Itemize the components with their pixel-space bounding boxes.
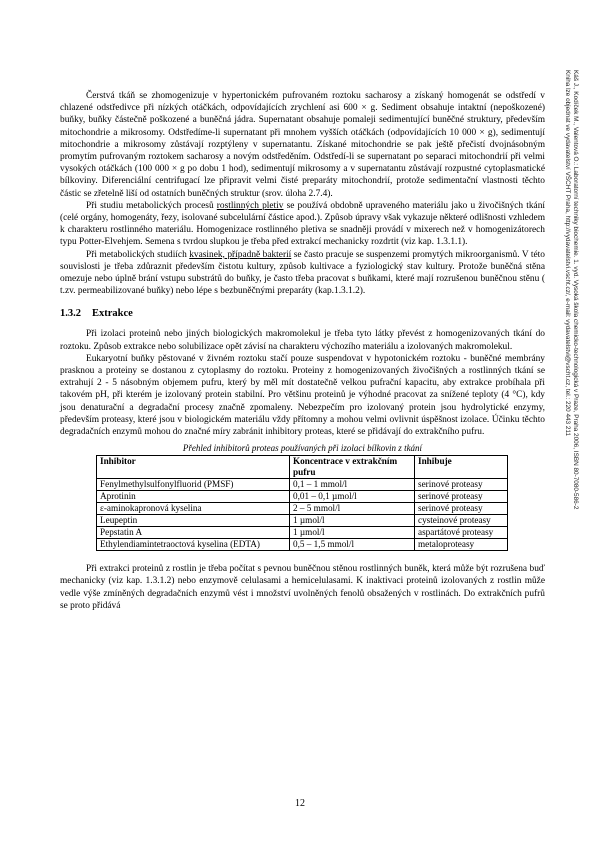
page-number: 12 — [295, 798, 305, 809]
paragraph-homogenization: Čerstvá tkáň se zhomogenizuje v hypertonickém pufrovaném roztoku sacharosy a získaný homogenát se odstředí v chlazené odstředivce při nízkých otáčkách, odpovídajících zrychlení asi 600 × g. Sediment obsahuje intaktní (nepoškozené) buňky, buňky částečně poškozené a buněčná jádra. Supernatant obsahuje pomaleji sedimentující buněčné struktury, především mitochondrie a mikrosomy. Odstředíme-li supernatant při mnohem vyšších otáčkách (odpovídajících 10 000 × g), sedimentují mitochondrie a mikrosomy zůstávají rozptýleny v supernatantu. Získané mitochondrie se pak ještě přečistí dvojnásobným promytím pufrovaným roztokem sacharosy a novým odstředěním. Odstředí-li se supernatant po separaci mitochondrií při velmi vysokých otáčkách (100 000 × g po dobu 1 hod), sedimentují mikrosomy a v supernatantu zůstávají rozpustné cytoplasmatické bílkoviny. Diferenciální centrifugací lze připravit velmi čisté preparáty mitochondrií, protože sedimentační vlastnosti těchto částic se zřetelně liší od ostatních buněčných struktur (srov. úloha 2.7.4). — [60, 91, 545, 199]
paragraph-eukaryotic-cells: Eukaryotní buňky pěstované v živném roztoku stačí pouze suspendovat v hypotonickém roztoku - buněčné membrány prasknou a proteiny se dostanou z cytoplasmy do roztoku. Proteiny z homogenizovaných živočišných a rostlinných tkání se extrahují 2 - 5 násobným objemem pufru, který by měl mít dostatečně velkou pufrační kapacitu, aby extrakce probíhala při takovém pH, při kterém je izolovaný protein stabilní. Pro většinu proteinů je výhodné pracovat za snížené teploty (4 °C), kdy jsou denaturační a degradační procesy značně zpomaleny. Nebezpečím pro izolovaný protein jsou hydrolytické enzymy, především proteasy, které jsou v biologickém materiálu vždy přítomny a mohou velmi ovlivnit úspěšnost izolace. Účinku těchto degradačních enzymů mohou do značné míry zabránit inhibitory proteas, které se přidávají do extrakčního pufru. — [60, 353, 545, 438]
underlined-term: kvasinek, případně bakterií — [189, 249, 292, 260]
underlined-term: rostlinných pletiv — [216, 200, 284, 211]
section-number: 1.3.2 — [60, 308, 81, 320]
cell-inhibits: aspartátové proteasy — [415, 527, 508, 539]
cell-concentration: 2 – 5 mmol/l — [290, 503, 415, 515]
section-title: Extrakce — [92, 308, 133, 320]
table-row — [97, 515, 508, 527]
header-concentration: Koncentrace v extrakčním pufru — [290, 456, 415, 479]
citation-line: Káš J., Kodíček M., Valentová O.: Laboratorní techniky biochemie. 1. vyd. Vysoká škola chemicko-technologická v Praze, Praha 2006, ISBN 80-7080-586-2 — [572, 70, 579, 510]
table-row — [97, 527, 508, 539]
cell-inhibits: cysteinové proteasy — [415, 515, 508, 527]
cell-concentration: 1 µmol/l — [290, 515, 415, 527]
cell-concentration: 1 µmol/l — [290, 527, 415, 539]
cell-inhibitor: Aprotinin — [97, 491, 290, 503]
cell-inhibitor: ε-aminokapronová kyselina — [97, 503, 290, 515]
section-heading — [60, 308, 545, 319]
cell-concentration: 0,01 – 0,1 µmol/l — [290, 491, 415, 503]
side-citation — [563, 70, 579, 509]
table-row — [97, 479, 508, 491]
paragraph-plant-tissue: Při studiu metabolických procesů rostlinných pletiv se používá obdobně upraveného materiálu jako u živočišných tkání (celé orgány, homogenáty, řezy, isolované subcelulární částice apod.). Způsob úpravy však vykazuje některé odlišnosti vzhledem k charakteru rostlinného materiálu. Homogenizace rostlinného pletiva se snadněji provádí v mixerech než v homogenizátorech typu Potter-Elvehjem. Semena s tvrdou slupkou je třeba před extrakcí mechanicky rozdrtit (viz kap. 1.3.1.1). — [60, 200, 545, 248]
cell-inhibitor: Fenylmethylsulfonylfluorid (PMSF) — [97, 479, 290, 491]
header-inhibits: Inhibuje — [415, 456, 508, 479]
table-header-row — [97, 456, 508, 479]
header-inhibitor: Inhibitor — [97, 456, 290, 479]
table-row — [97, 503, 508, 515]
cell-inhibitor: Ethylendiamintetraoctová kyselina (EDTA) — [97, 539, 290, 551]
inhibitor-table — [96, 455, 508, 551]
cell-inhibitor: Leupeptin — [97, 515, 290, 527]
cell-inhibitor: Pepstatin A — [97, 527, 290, 539]
paragraph-extraction-intro: Při izolaci proteinů nebo jiných biologických makromolekul je třeba tyto látky převést z homogenizovaných tkání do roztoku. Způsob extrakce nebo solubilizace opět závisí na charakteru výchozího materiálu a izolovaných makromolekul. — [60, 329, 545, 352]
cell-concentration: 0,5 – 1,5 mmol/l — [290, 539, 415, 551]
order-info-line: Kniha lze objednat ve vydavatelství VŠCHT Praha, http://vydavatelstvi.vscht.cz/, e-mail: vydavatelstvi@vscht.cz, tel.: 220 443 211 — [564, 70, 571, 437]
cell-inhibits: serinové proteasy — [415, 503, 508, 515]
cell-inhibits: metaloproteasy — [415, 539, 508, 551]
page-body — [60, 90, 545, 612]
paragraph-yeast-bacteria: Při metabolických studiích kvasinek, případně bakterií se často pracuje se suspenzemi promytých mikroorganismů. V této souvislosti je třeba zdůraznit především čistotu kultury, způsob kultivace a fyziologický stav kultury. Protože buněčná stěna omezuje nebo úplně brání vstupu substrátů do buňky, je často třeba pracovat s buňkami, které mají rozrušenou buněčnou stěnu ( t.zv. permeabilizované buňky) nebo lépe s bezbuněčnými preparáty (kap.1.3.1.2). — [60, 249, 545, 297]
cell-concentration: 0,1 – 1 mmol/l — [290, 479, 415, 491]
cell-inhibits: serinové proteasy — [415, 479, 508, 491]
table-row — [97, 491, 508, 503]
table-caption: Přehled inhibitorů proteas používaných při izolaci bílkovin z tkání — [182, 443, 423, 454]
cell-inhibits: serinové proteasy — [415, 491, 508, 503]
paragraph-plant-extraction: Při extrakci proteinů z rostlin je třeba počítat s pevnou buněčnou stěnou rostlinných buněk, která může být rozrušena buď mechanicky (viz kap. 1.3.1.2) nebo enzymově celulasami a hemicelulasami. K inaktivaci proteinů izolovaných z rostlin může vedle výše zmíněných degradačních enzymů vést i množství uvolněných fenolů obsažených v rostlinách. Do extrakčních pufrů se proto přidává — [60, 564, 545, 611]
table-row — [97, 539, 508, 551]
